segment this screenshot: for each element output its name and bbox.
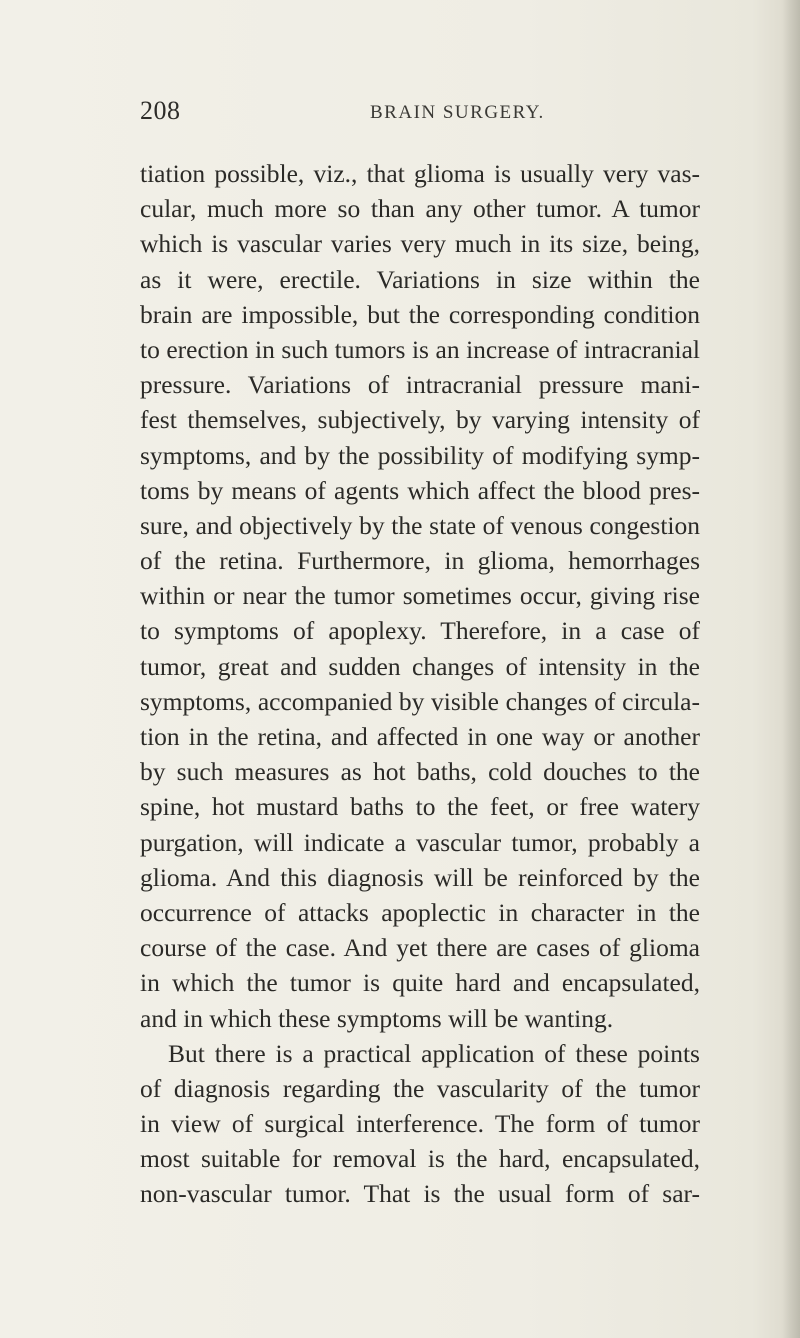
text-line: in view of surgical interference. The form of tumor [140, 1109, 700, 1139]
text-line: to erection in such tumors is an increase of intracranial [140, 334, 700, 364]
text-line: symptoms, accompanied by visible changes of circula- [140, 686, 700, 716]
text-line: spine, hot mustard baths to the feet, or free watery [140, 792, 700, 822]
text-line: of the retina. Furthermore, in glioma, hemorrhages [140, 546, 700, 576]
text-line: cular, much more so than any other tumor. A tumor [140, 194, 700, 224]
text-line: of diagnosis regarding the vascularity of the tumor [140, 1073, 700, 1103]
text-line: tumor, great and sudden changes of intensity in the [140, 651, 700, 681]
page-header [140, 96, 700, 132]
running-head: BRAIN SURGERY. [370, 102, 545, 123]
text-line: occurrence of attacks apoplectic in character in the [140, 897, 700, 927]
text-line: purgation, will indicate a vascular tumor, probably a [140, 827, 700, 857]
text-line: pressure. Variations of intracranial pressure mani- [140, 370, 700, 400]
page-number: 208 [140, 96, 181, 125]
text-line: to symptoms of apoplexy. Therefore, in a case of [140, 616, 700, 646]
text-line: as it were, erectile. Variations in size within the [140, 264, 700, 294]
text-line: sure, and objectively by the state of venous congestion [140, 510, 700, 540]
text-line: within or near the tumor sometimes occur, giving rise [140, 581, 700, 611]
text-line: non-vascular tumor. That is the usual form of sar- [140, 1179, 700, 1209]
text-line: by such measures as hot baths, cold douches to the [140, 757, 700, 787]
text-line: most suitable for removal is the hard, encapsulated, [140, 1144, 700, 1174]
page-edge-shadow [782, 0, 800, 1338]
text-line: course of the case. And yet there are cases of glioma [140, 933, 700, 963]
text-line: in which the tumor is quite hard and encapsulated, [140, 968, 700, 998]
body-text [140, 156, 700, 1212]
text-line: brain are impossible, but the corresponding condition [140, 299, 700, 329]
text-line: which is vascular varies very much in its size, being, [140, 229, 700, 259]
paragraph-end-line: and in which these symptoms will be wanting. [140, 1003, 614, 1033]
paragraph-start-line: But there is a practical application of these points [168, 1038, 700, 1068]
text-line: symptoms, and by the possibility of modifying symp- [140, 440, 700, 470]
text-line: toms by means of agents which affect the blood pres- [140, 475, 700, 505]
text-line: tiation possible, viz., that glioma is usually very vas- [140, 159, 700, 188]
text-line: tion in the retina, and affected in one way or another [140, 722, 700, 751]
text-line: glioma. And this diagnosis will be reinforced by the [140, 862, 700, 892]
text-line: fest themselves, subjectively, by varying intensity of [140, 405, 700, 435]
